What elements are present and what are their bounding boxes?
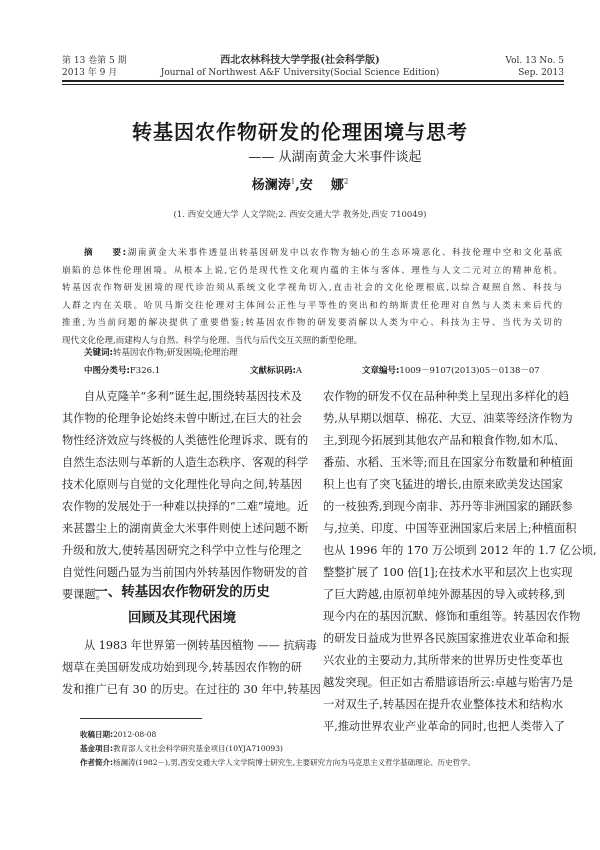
author-2-affil-mark: 2 bbox=[343, 177, 349, 186]
body-line: 势,从早期以烟草、棉花、大豆、油菜等经济作物为 bbox=[323, 412, 573, 425]
journal-name-cn: 西北农林科技大学学报(社会科学版) bbox=[220, 55, 380, 66]
footnote-rule bbox=[80, 718, 202, 719]
document-code-label: 文献标识码: bbox=[250, 366, 296, 376]
body-line: 烟草在美国研发成功始到现今,转基因农作物的研 bbox=[62, 661, 302, 674]
body-line: 与,拉美、印度、中国等亚洲国家后来居上;种植面积 bbox=[323, 522, 577, 535]
classification-value: F326.1 bbox=[129, 366, 161, 376]
issue-info bbox=[62, 55, 127, 79]
classification-number bbox=[84, 364, 160, 376]
body-line: 整整扩展了 100 倍[1];在技术水平和层次上也实现 bbox=[323, 566, 573, 579]
left-column-intro bbox=[62, 386, 309, 606]
body-line: 从 1983 年世界第一例转基因植物 —— 抗病毒 bbox=[84, 639, 317, 652]
footnote-label: 作者简介: bbox=[80, 758, 113, 767]
body-line: 主,到现今拓展到其他农产品和粮食作物,如木瓜、 bbox=[323, 434, 566, 447]
body-line: 自觉性问题凸显为当前国内外转基因作物研发的首 bbox=[62, 566, 309, 579]
footnote-fund bbox=[80, 742, 283, 755]
body-line: 发和推广已有 30 的历史。在过往的 30 年中,转基因 bbox=[62, 683, 321, 696]
abstract-text: 湖南黄金大米事件透显出转基因研发中以农作物为轴心的生态环境恶化、科技伦理中空和文化基底 bbox=[126, 248, 562, 258]
affiliation: (1. 西安交通大学 人文学院;2. 西安交通大学 教务处,西安 710049) bbox=[173, 210, 427, 220]
section-heading-line: 一、转基因农作物研发的历史 bbox=[94, 584, 270, 600]
abstract-line: 人群之内在关联。哈贝马斯交往伦理对主体间公正性与平等性的突出和约纳斯责任伦理对自然与人类未来后代的 bbox=[62, 300, 562, 311]
authors bbox=[0, 174, 600, 193]
body-line: 农作物的研发不仅在品种种类上呈现出多样化的趋 bbox=[323, 390, 570, 403]
footnote-label: 基金项目: bbox=[80, 744, 113, 753]
right-column bbox=[323, 386, 597, 738]
author-2: 安 娜 bbox=[299, 178, 344, 193]
abstract bbox=[62, 245, 562, 350]
body-line: 积上也有了突飞猛进的增长,由原来欧美发达国家 bbox=[323, 478, 563, 491]
body-line: 要课题。 bbox=[62, 588, 107, 601]
header-rule-thin bbox=[62, 84, 564, 85]
paper-title: 转基因农作物研发的伦理困境与思考 bbox=[132, 120, 468, 144]
footnote-value: 2012-08-08 bbox=[113, 730, 157, 739]
paper-subtitle: —— 从湖南黄金大米事件谈起 bbox=[248, 150, 422, 165]
body-line: 其作物的伦理争论始终未曾中断过,在巨大的社会 bbox=[62, 412, 302, 425]
body-line: 也从 1996 年的 170 万公顷到 2012 年的 1.7 亿公顷, bbox=[323, 544, 597, 557]
body-line: 升级和放大,使转基因研究之科学中立性与伦理之 bbox=[62, 544, 302, 557]
body-line: 平,推动世界农业产业革命的同时,也把人类带入了 bbox=[323, 720, 566, 733]
abstract-line: 现代文化伦理,而建构人与自然、科学与伦理、当代与后代交互关照的新型伦理。 bbox=[62, 335, 363, 346]
body-line: 自然生态法则与革新的人造生态秩序、客观的科学 bbox=[62, 456, 309, 469]
body-line: 来甚嚣尘上的湖南黄金大米事件则使上述问题不断 bbox=[62, 522, 309, 535]
section-heading-1 bbox=[62, 579, 302, 631]
author-1-affil-mark: 1 bbox=[290, 177, 296, 186]
body-line: 越发突现。但正如古希腊谚语所云:卓越与贻害乃是 bbox=[323, 676, 573, 689]
left-column-section1 bbox=[62, 635, 321, 701]
abstract-line: 转基因农作物研发困境的现代诊治须从系统文化学视角切入,直击社会的文化伦理根底,以综合观照自然、科技与 bbox=[62, 283, 562, 293]
keywords-label: 关键词: bbox=[84, 348, 113, 358]
keywords bbox=[84, 346, 238, 358]
footnote-author-bio bbox=[80, 756, 475, 769]
body-line: 一对双生子,转基因在提升农业整体技术和结构水 bbox=[323, 698, 563, 711]
classification-label: 中图分类号: bbox=[84, 366, 130, 376]
article-number bbox=[362, 364, 540, 376]
body-line: 农作物的发展处于一种难以抉择的“二难”境地。近 bbox=[62, 500, 309, 513]
issue-date-en: Sep. 2013 bbox=[518, 68, 564, 78]
journal-name bbox=[150, 55, 450, 79]
body-line: 物性经济效应与终极的人类德性伦理诉求、既有的 bbox=[62, 434, 309, 447]
issue-date: 2013 年 9 月 bbox=[62, 68, 118, 78]
body-line: 番茄、水稻、玉米等;而且在国家分布数量和种植面 bbox=[323, 456, 573, 469]
body-line: 技术化原则与自觉的文化理性化导向之间,转基因 bbox=[62, 478, 302, 491]
article-number-value: 1009－9107(2013)05－0138－07 bbox=[399, 366, 540, 376]
abstract-line: 推重,为当前问题的解决提供了重要借鉴;转基因农作物的研发要消解以人类为中心、科技为主导、当代为关切的 bbox=[62, 318, 562, 328]
document-code-value: A bbox=[295, 366, 303, 376]
document-code bbox=[250, 364, 302, 376]
body-line: 兴农业的主要动力,其所带来的世界历史性变革也 bbox=[323, 654, 563, 667]
body-line: 的研发日益成为世界各民族国家推进农业革命和振 bbox=[323, 632, 570, 645]
footnote-received-date bbox=[80, 728, 156, 741]
issue-info-en bbox=[505, 55, 564, 79]
section-heading-line: 回顾及其现代困境 bbox=[128, 610, 236, 626]
abstract-line bbox=[62, 245, 562, 263]
abstract-label: 摘 要: bbox=[84, 248, 127, 258]
header-rule-thick bbox=[62, 80, 564, 82]
author-separator: , bbox=[295, 178, 300, 193]
author-1: 杨澜涛 bbox=[251, 178, 291, 193]
article-number-label: 文章编号: bbox=[362, 366, 400, 376]
journal-name-en: Journal of Northwest A&F University(Social Science Edition) bbox=[160, 68, 440, 78]
abstract-line: 崩陷的总体性伦理困境。从根本上说,它仍是现代性文化观内蕴的主体与客体、理性与人文二元对立的精神危机。 bbox=[62, 265, 562, 276]
footnote-value: 杨澜涛(1982－),男,西安交通大学人文学院博士研究生,主要研究方向为马克思主义哲学基础理论、历史哲学。 bbox=[113, 758, 476, 767]
body-line: 了巨大跨越,由原初单纯外源基因的导入或转移,到 bbox=[323, 588, 566, 601]
footnote-value: 教育部人文社会科学研究基金项目(10YJA710093) bbox=[113, 744, 283, 753]
body-line: 现今内在的基因沉默、修饰和重组等。转基因农作物 bbox=[323, 610, 581, 623]
keywords-value: 转基因农作物;研发困境;伦理治理 bbox=[112, 348, 238, 358]
volume-issue-en: Vol. 13 No. 5 bbox=[505, 56, 564, 66]
footnote-label: 收稿日期: bbox=[80, 730, 113, 739]
volume-issue: 第 13 卷第 5 期 bbox=[62, 56, 127, 66]
body-line: 的一枝独秀,到现今南非、苏丹等非洲国家的踊跃参 bbox=[323, 500, 573, 513]
body-line: 自从克隆羊“多利”诞生起,围绕转基因技术及 bbox=[84, 390, 302, 403]
